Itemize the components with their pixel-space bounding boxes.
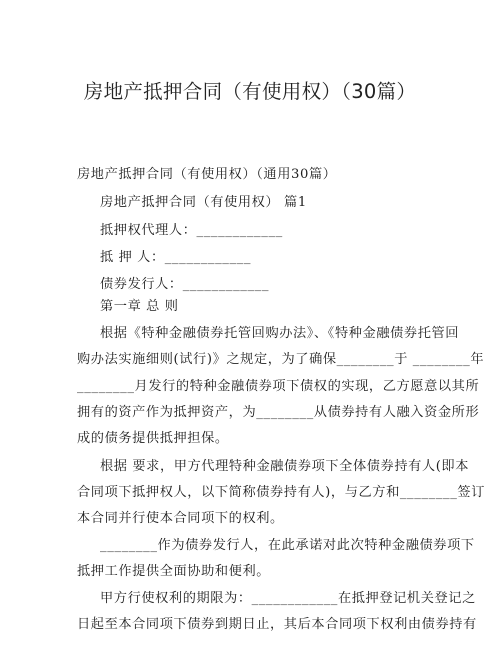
paragraph-line: 成的债务提供抵押担保。 — [77, 431, 229, 446]
document-title: 房地产抵押合同（有使用权）（30篇） — [83, 80, 417, 103]
section-heading: 房地产抵押合同（有使用权） 篇1 — [100, 195, 307, 210]
paragraph-line: 抵押工作提供全面协助和便利。 — [77, 564, 271, 579]
paragraph-line: ________作为债券发行人，在此承诺对此次特种金融债券项下 — [100, 538, 475, 553]
paragraph-line: 根据 要求，甲方代理特种金融债券项下全体债券持有人(即本 — [100, 459, 470, 474]
document-subtitle: 房地产抵押合同（有使用权）（通用30篇） — [77, 167, 337, 182]
paragraph-line: 本合同并行使本合同项下的权利。 — [77, 511, 284, 526]
bond-issuer-field: 债券发行人：____________ — [100, 277, 270, 292]
paragraph-line: ________月发行的特种金融债券项下债权的实现，乙方愿意以其所 — [77, 379, 480, 394]
paragraph-line: 拥有的资产作为抵押资产，为________从债券持有人融入资金所形 — [77, 405, 480, 420]
chapter-heading: 第一章 总 则 — [100, 299, 179, 314]
paragraph-line: 购办法实施细则(试行)》之规定，为了确保________于 ________年 — [77, 352, 485, 367]
mortgagee-agent-field: 抵押权代理人：____________ — [100, 223, 283, 238]
paragraph-line: 根据《特种金融债券托管回购办法》、《特种金融债券托管回 — [100, 326, 460, 341]
paragraph-line: 日起至本合同项下债券到期日止，其后本合同项下权利由债券持有 — [77, 617, 477, 632]
paragraph-line: 甲方行使权利的期限为：____________在抵押登记机关登记之 — [100, 591, 476, 606]
mortgagor-field: 抵 押 人：____________ — [100, 250, 252, 265]
paragraph-line: 合同项下抵押权人，以下简称债券持有人)，与乙方和________签订 — [77, 485, 485, 500]
